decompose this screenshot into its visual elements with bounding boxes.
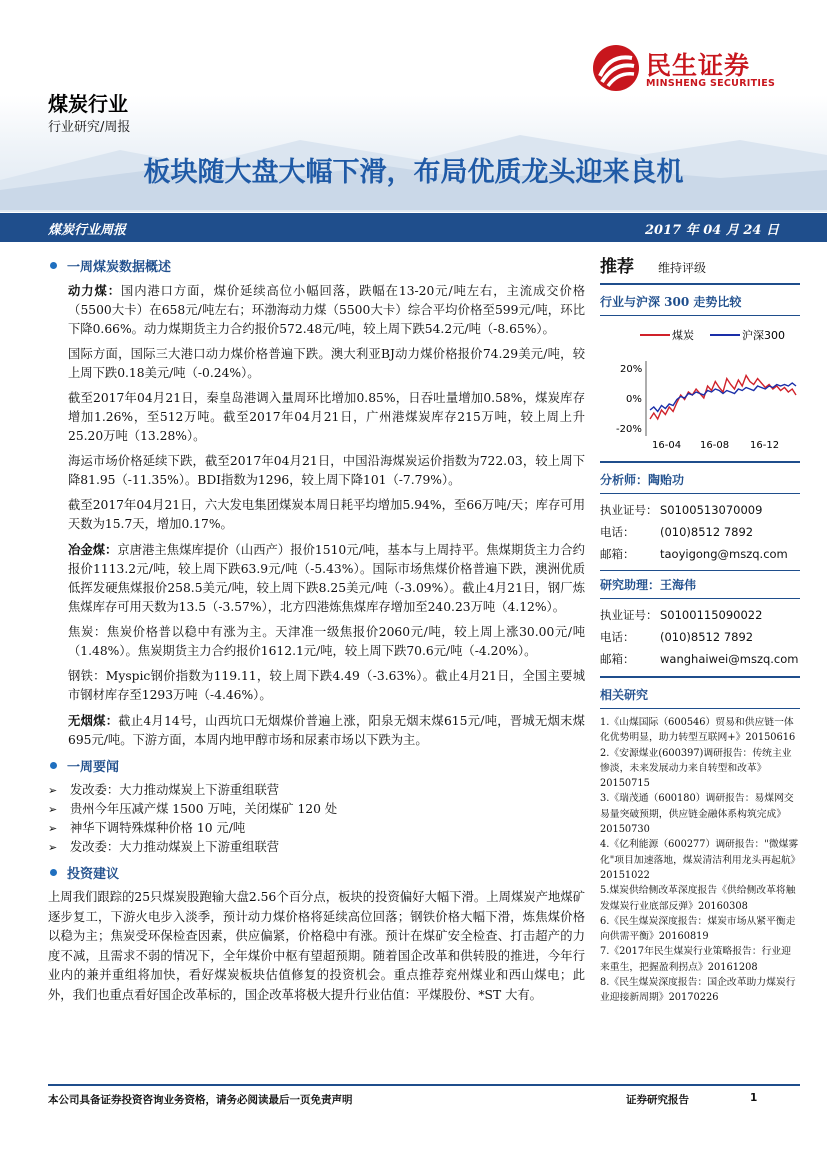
- rating: [600, 252, 800, 277]
- rating-status: 维持评级: [658, 261, 707, 275]
- arrow-icon: ➢: [48, 841, 58, 854]
- list-item: [48, 800, 585, 819]
- minsheng-logo-icon: [592, 44, 640, 92]
- assistant-license: [600, 604, 800, 626]
- footer-report-type: 证券研究报告: [626, 1094, 689, 1106]
- divider: [600, 570, 800, 571]
- section-title: 一周要闻: [67, 760, 120, 775]
- series-line-coal: [650, 376, 796, 420]
- news-text: 神华下调特殊煤种价格 10 元/吨: [70, 821, 246, 835]
- report-type: 行业研究/周报: [48, 120, 131, 135]
- field-label: 电话：: [600, 525, 635, 539]
- paragraph-international: 国际方面，国际三大港口动力煤价格普遍下跌。澳大利亚BJ动力煤价格报价74.29美元/吨，较上周下跌0.18美元/吨（-0.24%）。: [68, 347, 585, 380]
- list-item[interactable]: 5.煤炭供给侧改革深度报告《供给侧改革将触发煤炭行业底部反弹》20160308: [600, 885, 796, 912]
- list-item[interactable]: 4.《亿利能源（600277）调研报告："微煤雾化"项目加速落地，煤炭清洁利用龙头再起航》20151022: [600, 839, 799, 881]
- paragraph-advice: 上周我们跟踪的25只煤炭股跑输大盘2.56个百分点，板块的投资偏好大幅下滑。上周煤炭产地煤矿逐步复工，下游火电步入淡季，预计动力煤价格将延续高位回落；钢铁价格大幅下滑，炼焦煤价格以稳为主；焦炭受环保检查因素，供应偏紧，价格稳中有涨。预计在煤矿安全检查、打击超产的力度不减，且需求不弱的情况下，全年煤价中枢有望超预期。随着国企改革和供转股的推进，今年行业内的兼并重组将加快，看好煤炭板块估值修复的投资机会。重点推荐兖州煤业和西山煤电；此外，我们也重点看好国企改革标的，国企改革将极大提升行业估值：平煤股份、*ST 大有。: [48, 890, 585, 1002]
- paragraph-thermal-coal: [68, 281, 585, 339]
- paragraph-steel: 钢铁：Myspic钢价指数为119.11，较上周下跌4.49（-3.63%）。截止4月21日，全国主要城市钢材库存至1293万吨（-4.46%）。: [68, 669, 585, 702]
- field-value: (010)8512 7892: [660, 630, 754, 644]
- report-date: 2017 年 04 月 24 日: [645, 223, 779, 238]
- section-advice: [48, 863, 585, 882]
- brand-name-en: MINSHENG SECURITIES: [646, 78, 776, 89]
- field-value: S0100513070009: [660, 503, 763, 517]
- related-research-title: 相关研究: [600, 688, 649, 702]
- section-overview: [48, 256, 585, 275]
- list-item[interactable]: 3.《瑞茂通（600180）调研报告：易煤网交易量突破预期，供应链金融体系构筑完成》20150730: [600, 793, 794, 836]
- analyst-email: [600, 543, 800, 565]
- brand-name-cn: 民生证券: [646, 51, 751, 80]
- field-label: 执业证号：: [600, 503, 658, 517]
- arrow-icon: ➢: [48, 822, 58, 835]
- industry-name: 煤炭行业: [48, 92, 128, 116]
- divider: [600, 493, 800, 494]
- divider: [600, 461, 800, 463]
- news-text: 贵州今年压减产煤 1500 万吨，关闭煤矿 120 处: [70, 802, 338, 816]
- paragraph-label: 无烟煤：: [68, 713, 119, 728]
- assistant-phone: [600, 626, 800, 648]
- paragraph-port-inventory: 截至2017年04月21日，秦皇岛港调入量周环比增加0.85%，日吞吐量增加0.58%，煤炭库存增加1.26%，至512万吨。截至2017年04月21日，广州港煤炭库存215万吨，较上周上升25.20万吨（13.28%）。: [68, 391, 585, 443]
- section-news: [48, 756, 585, 775]
- chart-title: 行业与沪深 300 走势比较: [600, 295, 742, 309]
- list-item[interactable]: 2.《安源煤业(600397)调研报告：传统主业惨淡，未来发展动力来自转型和改革》20150715: [600, 747, 792, 790]
- list-item[interactable]: 7.《2017年民生煤炭行业策略报告：行业迎来重生，把握盈利拐点》20161208: [600, 946, 792, 973]
- list-item: [48, 838, 585, 857]
- divider: [600, 708, 800, 709]
- y-tick-label: 0%: [626, 394, 642, 405]
- paragraph-text: 国内港口方面，煤价延续高位小幅回落，跌幅在13-20元/吨左右，主流成交价格（5500大卡）在658元/吨左右；环渤海动力煤（5500大卡）综合平均价格至599元/吨，环比下降0.66%。动力煤期货主力合约报价572.48元/吨，较上周下跌54.2元/吨（-8.65%）。: [68, 284, 585, 336]
- legend-label-coal: 煤炭: [672, 329, 694, 342]
- divider: [600, 283, 800, 285]
- bullet-icon: [50, 262, 57, 269]
- bullet-icon: [50, 762, 57, 769]
- analyst-title: 分析师：陶贻功: [600, 473, 685, 487]
- field-label: 执业证号：: [600, 608, 658, 622]
- field-value: S0100115090022: [660, 608, 763, 622]
- assistant-title: 研究助理：王海伟: [600, 578, 697, 592]
- x-tick-label: 16-12: [750, 440, 780, 451]
- field-value[interactable]: wanghaiwei@mszq.com: [660, 652, 799, 666]
- page-number: 1: [750, 1092, 758, 1104]
- sidebar: [600, 252, 800, 1006]
- y-tick-label: -20%: [616, 424, 642, 435]
- list-item[interactable]: 1.《山煤国际（600546）贸易和供应链一体化优势明显，助力转型互联网+》20150616: [600, 717, 796, 744]
- field-value: (010)8512 7892: [660, 525, 754, 539]
- paragraph-power-groups: 截至2017年04月21日，六大发电集团煤炭本周日耗平均增加5.94%，至66万吨/天；库存可用天数为15.7天，增加0.17%。: [68, 498, 585, 531]
- paragraph-text: 截止4月14号，山西坑口无烟煤价普遍上涨，阳泉无烟末煤615元/吨，晋城无烟末煤695元/吨。下游方面，本周内地甲醇市场和尿素市场以下跌为主。: [68, 714, 585, 747]
- related-research-list: [600, 715, 800, 1006]
- field-label: 邮箱：: [600, 547, 635, 561]
- legend-label-hs300: 沪深300: [742, 329, 785, 342]
- analyst-phone: [600, 521, 800, 543]
- divider: [600, 676, 800, 678]
- field-value[interactable]: taoyigong@mszq.com: [660, 547, 788, 561]
- x-tick-label: 16-04: [652, 440, 682, 451]
- field-label: 邮箱：: [600, 652, 635, 666]
- footer-disclaimer: 本公司具备证券投资咨询业务资格，请务必阅读最后一页免责声明: [48, 1094, 353, 1106]
- report-title: 板块随大盘大幅下滑，布局优质龙头迎来良机: [143, 157, 684, 188]
- analyst-license: [600, 499, 800, 521]
- assistant-email: [600, 648, 800, 670]
- section-title: 一周煤炭数据概述: [67, 260, 172, 275]
- list-item: [48, 781, 585, 800]
- news-list: [48, 781, 585, 857]
- news-text: 发改委：大力推动煤炭上下游重组联营: [70, 840, 280, 854]
- list-item[interactable]: 6.《民生煤炭深度报告：煤炭市场从紧平衡走向供需平衡》20160819: [600, 915, 796, 943]
- divider: [600, 315, 800, 316]
- section-title: 投资建议: [67, 867, 120, 882]
- footer-divider: [48, 1084, 800, 1086]
- trend-chart: [600, 321, 800, 451]
- paragraph-coke: 焦炭：焦炭价格普以稳中有涨为主。天津准一级焦报价2060元/吨，较上周上涨30.00元/吨（1.48%）。焦炭期货主力合约报价1612.1元/吨，较上周下跌70.6元/吨（-4.20%）。: [68, 625, 585, 658]
- list-item: [48, 819, 585, 838]
- series-line-hs300: [650, 383, 796, 412]
- news-text: 发改委：大力推动煤炭上下游重组联营: [70, 783, 280, 797]
- x-tick-label: 16-08: [700, 440, 730, 451]
- divider: [600, 598, 800, 599]
- report-series: 煤炭行业周报: [48, 223, 127, 238]
- paragraph-label: 动力煤：: [68, 283, 121, 298]
- bullet-icon: [50, 869, 57, 876]
- arrow-icon: ➢: [48, 784, 58, 797]
- y-tick-label: 20%: [620, 364, 643, 375]
- paragraph-freight: 海运市场价格延续下跌，截至2017年04月21日，中国沿海煤炭运价指数为722.03，较上周下降81.95（-11.35%）。BDI指数为1296，较上周下降101（-7.79%）。: [68, 454, 585, 487]
- main-column: [48, 252, 585, 1005]
- paragraph-label: 冶金煤：: [68, 542, 118, 557]
- rating-label: 推荐: [600, 257, 634, 277]
- paragraph-anthracite: [68, 711, 585, 750]
- arrow-icon: ➢: [48, 803, 58, 816]
- field-label: 电话：: [600, 630, 635, 644]
- list-item[interactable]: 8.《民生煤炭深度报告：国企改革助力煤炭行业迎接新周期》20170226: [600, 977, 796, 1004]
- paragraph-coking-coal: [68, 540, 585, 617]
- paragraph-text: 京唐港主焦煤库提价（山西产）报价1510元/吨，基本与上周持平。焦煤期货主力合约报价1113.2元/吨，较上周下跌63.9元/吨（-5.43%）。国际市场焦煤价格普遍下跌，澳洲优质低挥发硬焦煤报价258.5美元/吨，较上周下跌8.25美元/吨（-3.09%）。截止4月21日，钢厂炼焦煤库存可用天数为13.5（-3.57%），北方四港炼焦煤库存增加至240.23万吨（4.12%）。: [68, 543, 585, 614]
